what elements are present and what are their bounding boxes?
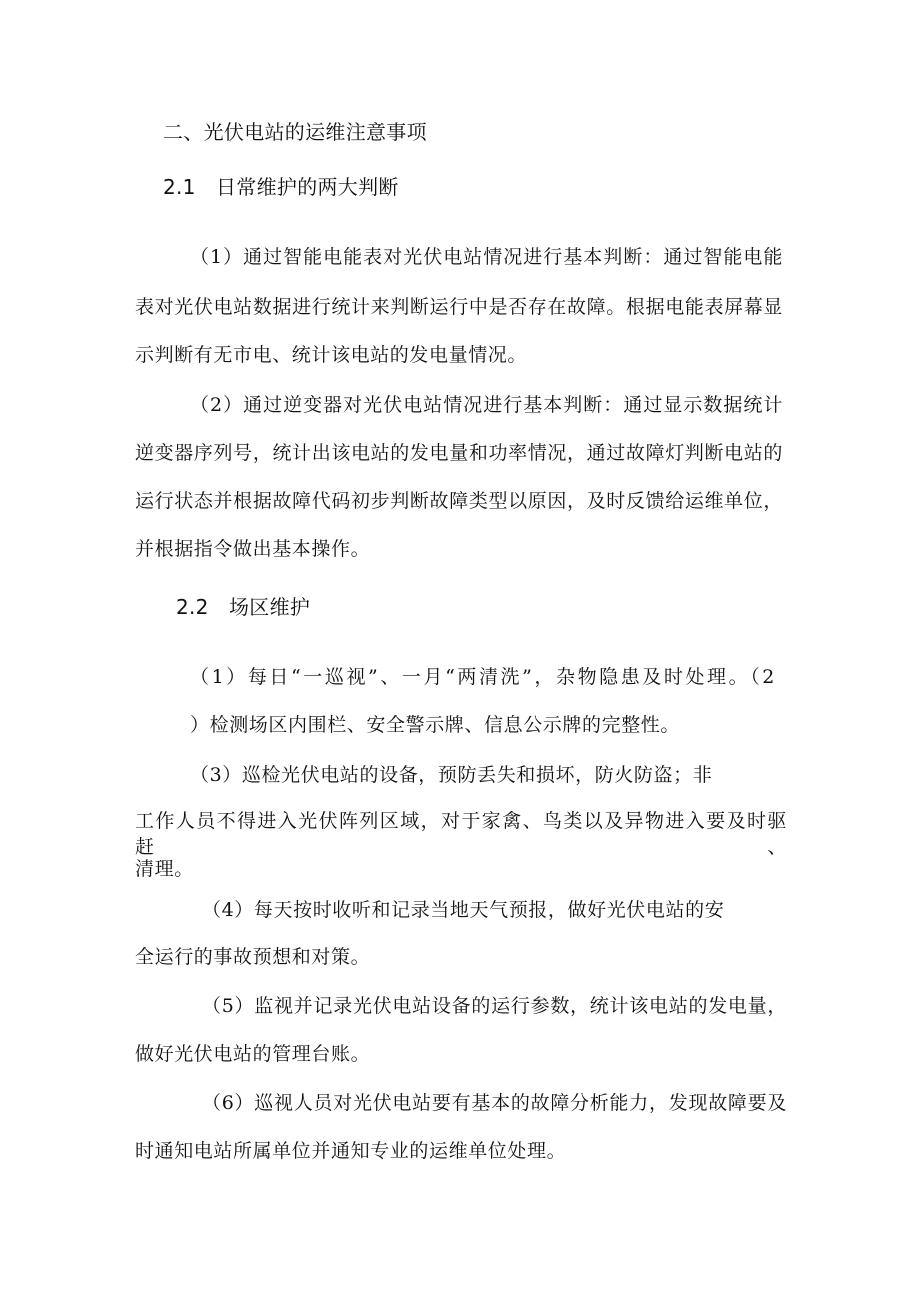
list-item-line: （4）每天按时收听和记录当地天气预报，做好光伏电站的安 <box>202 899 725 921</box>
paragraph-line: （2）通过逆变器对光伏电站情况进行基本判断：通过显示数据统计 <box>190 394 783 416</box>
list-item-line: 工作人员不得进入光伏阵列区域，对于家禽、鸟类以及异物进入要及时驱赶、 <box>135 810 787 858</box>
section-title: 二、光伏电站的运维注意事项 <box>163 120 427 144</box>
list-item-line: （5）监视并记录光伏电站设备的运行参数，统计该电站的发电量， <box>202 995 787 1017</box>
paragraph-line: 并根据指令做出基本操作。 <box>135 538 371 560</box>
paragraph-line: 示判断有无市电、统计该电站的发电量情况。 <box>135 344 528 366</box>
list-item-line: 做好光伏电站的管理台账。 <box>135 1043 371 1065</box>
list-item-line: ）检测场区内围栏、安全警示牌、信息公示牌的完整性。 <box>190 714 681 736</box>
list-item-line: （1）每日“一巡视”、一月“两清洗”，杂物隐患及时处理。（2 <box>190 666 775 688</box>
subsection-title-2-2: 2.2 场区维护 <box>176 595 311 619</box>
list-item-line: （6）巡视人员对光伏电站要有基本的故障分析能力，发现故障要及 <box>202 1092 787 1114</box>
list-item-line: 全运行的事故预想和对策。 <box>135 946 371 968</box>
paragraph-line: 逆变器序列号，统计出该电站的发电量和功率情况，通过故障灯判断电站的 <box>135 442 783 464</box>
list-item-line: （3）巡检光伏电站的设备，预防丢失和损坏，防火防盗；非 <box>190 764 713 786</box>
paragraph-line: （1）通过智能电能表对光伏电站情况进行基本判断：通过智能电能 <box>190 246 783 268</box>
paragraph-line: 运行状态并根据故障代码初步判断故障类型以原因，及时反馈给运维单位， <box>135 490 783 512</box>
paragraph-line: 表对光伏电站数据进行统计来判断运行中是否存在故障。根据电能表屏幕显 <box>135 296 783 318</box>
list-item-line: 时通知电站所属单位并通知专业的运维单位处理。 <box>135 1140 567 1162</box>
list-item-line: 清理。 <box>135 858 194 880</box>
subsection-title-2-1: 2.1 日常维护的两大判断 <box>163 175 399 199</box>
